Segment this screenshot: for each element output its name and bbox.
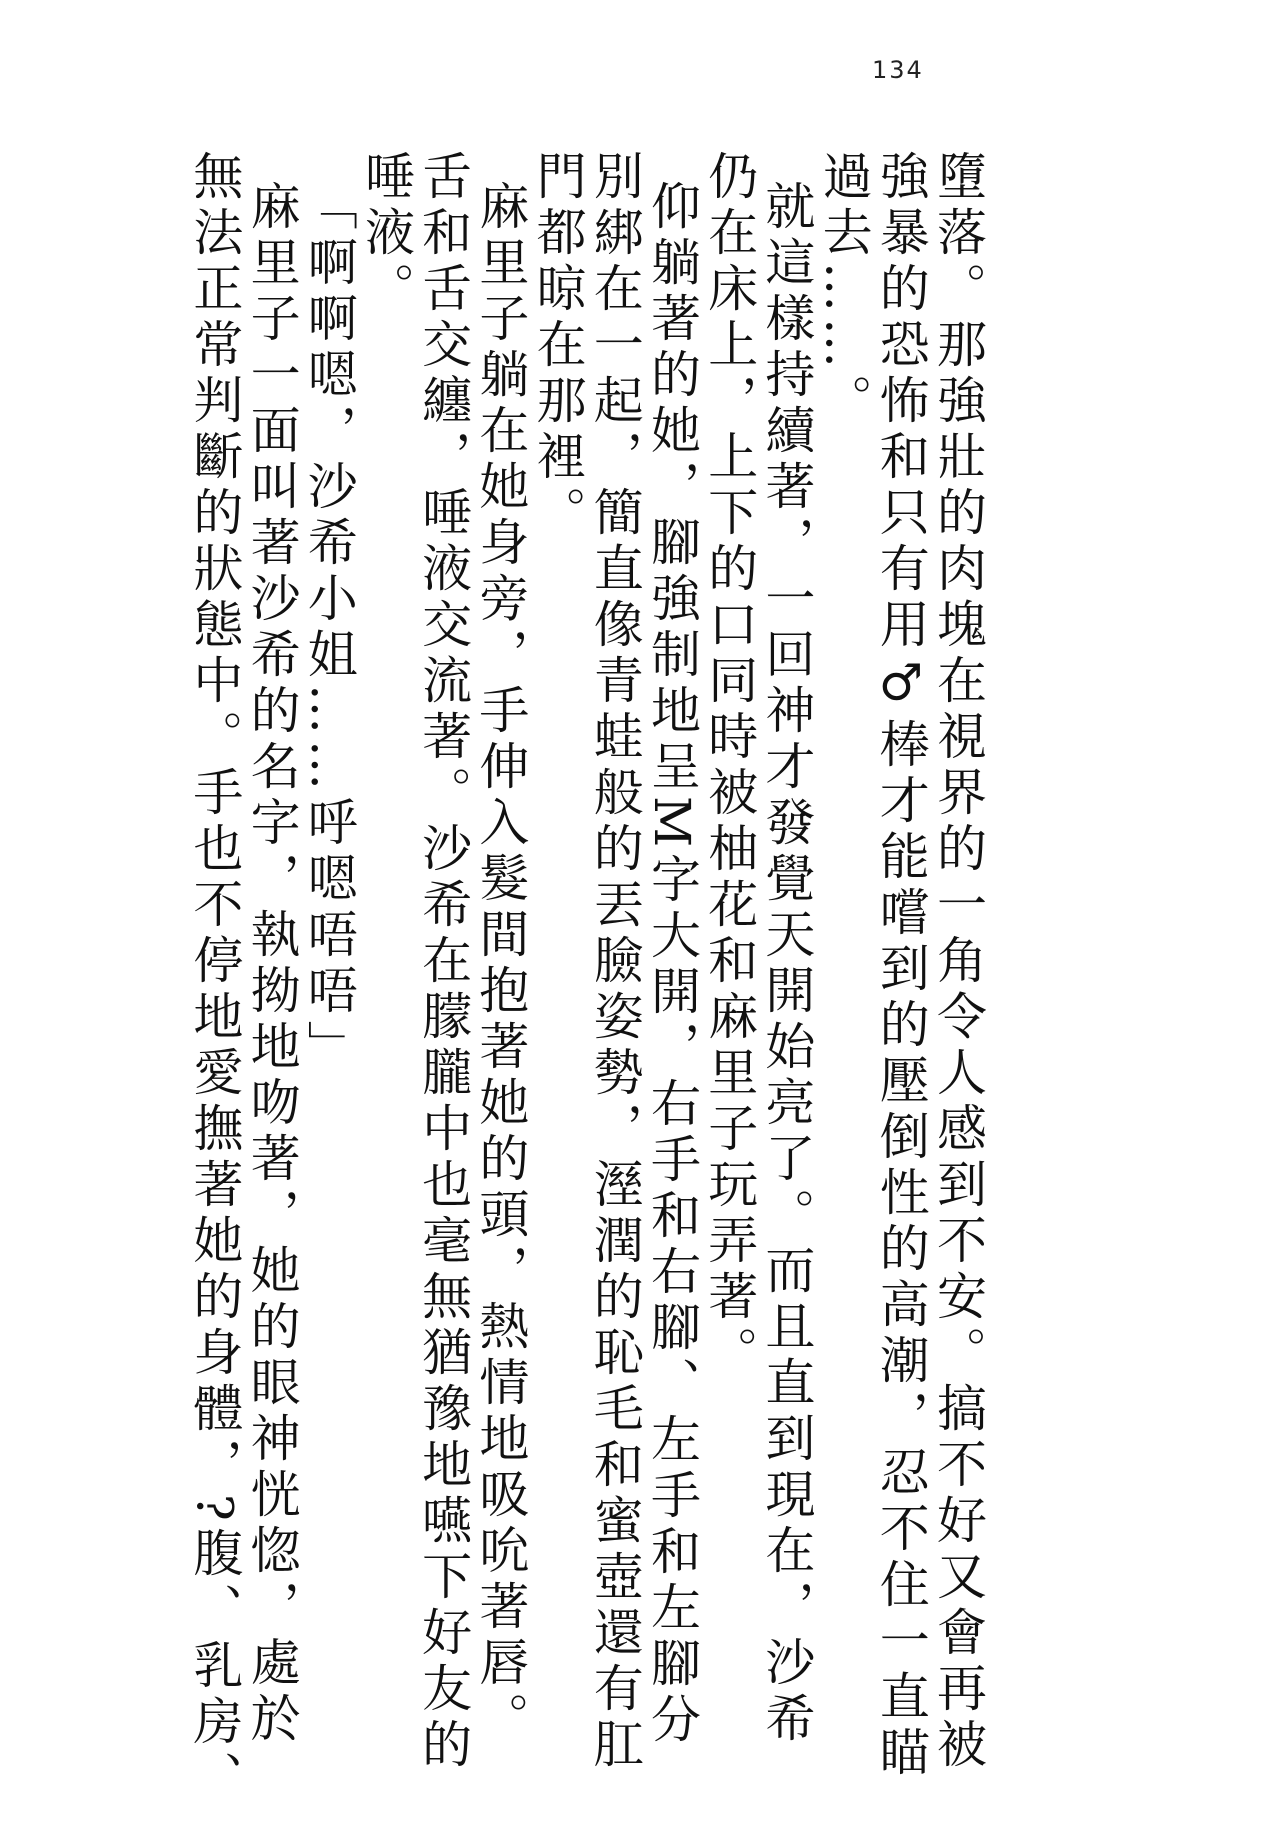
text-column: 過去……。 xyxy=(814,150,873,430)
text-column: 別綁在一起，簡直像青蛙般的丟臉姿勢，溼潤的恥毛和蜜壺還有肛 xyxy=(585,150,644,1774)
text-column: 「啊啊嗯，沙希小姐……呼嗯唔唔」 xyxy=(299,180,358,1076)
text-column: 麻里子一面叫著沙希的名字，執拗地吻著，她的眼神恍惚，處於 xyxy=(242,180,301,1748)
body-text xyxy=(185,150,987,1807)
text-column: 無法正常判斷的狀態中。手也不停地愛撫著她的身體，?腹、乳房、 xyxy=(185,150,244,1807)
text-column: 就這樣持續著，一回神才發覺天開始亮了。而且直到現在，沙希 xyxy=(757,180,816,1748)
text-column: 門都晾在那裡。 xyxy=(528,150,587,542)
text-column: 仍在床上，上下的口同時被柚花和麻里子玩弄著。 xyxy=(700,150,759,1382)
text-column: 仰躺著的她，腳強制地呈M字大開，右手和右腳、左手和左腳分 xyxy=(642,180,701,1750)
text-column: 麻里子躺在她身旁，手伸入髮間抱著她的頭，熱情地吸吮著唇。 xyxy=(471,180,530,1748)
text-column: 墮落。那強壯的肉塊在視界的一角令人感到不安。搞不好又會再被 xyxy=(929,150,987,1774)
text-column: 強暴的恐怖和只有用♂棒才能嚐到的壓倒性的高潮，忍不住一直瞄 xyxy=(871,150,930,1782)
page-number: 134 xyxy=(872,56,924,84)
text-column: 唾液。 xyxy=(356,150,415,318)
text-column: 舌和舌交纏，唾液交流著。沙希在朦朧中也毫無猶豫地嚥下好友的 xyxy=(414,150,473,1774)
